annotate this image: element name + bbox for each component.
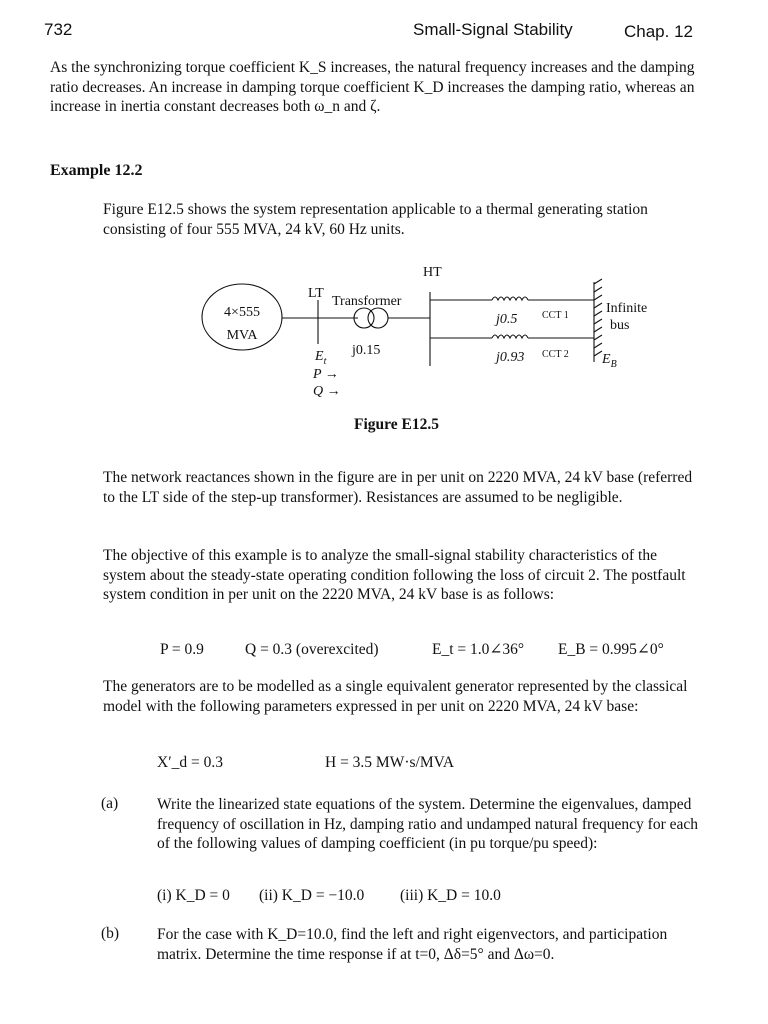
case-ii: (ii) K_D = −10.0	[259, 887, 365, 904]
cct2-inductor	[492, 335, 528, 338]
condition-p: P = 0.9	[160, 641, 204, 658]
cct1-reactance: j0.5	[496, 312, 518, 327]
cct1-inductor	[492, 297, 528, 300]
bus-voltage-label: $E_B$	[602, 352, 617, 370]
transformer-label: Transformer	[332, 294, 402, 309]
parameter-xd: X′_d = 0.3	[157, 754, 223, 771]
infinite-bus-label: Infinite	[606, 301, 648, 316]
example-intro-paragraph: Figure E12.5 shows the system representation applicable to a thermal generating station consisting of four 555 MVA, 24 kV, 60 Hz units.	[103, 201, 648, 238]
ht-label: HT	[423, 265, 442, 280]
infinite-bus-hatch	[594, 279, 602, 356]
q-arrow: Q →	[313, 384, 341, 399]
condition-q: Q = 0.3 (overexcited)	[245, 641, 379, 658]
infinite-bus-label-2: bus	[610, 318, 630, 333]
objective-paragraph: The objective of this example is to analyze the small-signal stability characteristics of the system about the steady-state operating condition following the loss of circuit 2. The postfault system condition in per unit on the 2220 MVA, 24 kV base is as follows:	[103, 547, 686, 603]
generator-rating: 4×555	[224, 305, 260, 320]
case-iii: (iii) K_D = 10.0	[400, 887, 501, 904]
transformer-winding-ht	[368, 308, 388, 328]
cct1-label: CCT 1	[542, 310, 569, 321]
case-i: (i) K_D = 0	[157, 887, 230, 904]
running-title: Small-Signal Stability	[413, 20, 573, 39]
intro-paragraph: As the synchronizing torque coefficient K_S increases, the natural frequency increases and the damping ratio decreases. An increase in damping torque coefficient K_D increases the damping ratio, whereas an increase in inertia constant decreases both ω_n and ζ.	[50, 59, 695, 115]
item-a-text: Write the linearized state equations of the system. Determine the eigenvalues, damped frequency of oscillation in Hz, damping ratio and undamped natural frequency for each of the following values of damping coefficient (in pu torque/pu speed):	[157, 796, 699, 852]
condition-eb: E_B = 0.995∠0°	[558, 641, 664, 658]
generator-paragraph: The generators are to be modelled as a single equivalent generator represented by the classical model with the following parameters expressed in per unit on 2220 MVA, 24 kV base:	[103, 678, 688, 715]
item-a-label: (a)	[101, 795, 119, 812]
transformer-reactance: j0.15	[352, 343, 381, 358]
reactance-paragraph: The network reactances shown in the figure are in per unit on 2220 MVA, 24 kV base (referred to the LT side of the step-up transformer). Resistances are assumed to be negligible.	[103, 469, 693, 506]
item-b-label: (b)	[101, 925, 120, 942]
chapter-label: Chap. 12	[624, 22, 693, 41]
figure-caption: Figure E12.5	[354, 416, 439, 433]
parameter-h: H = 3.5 MW·s/MVA	[325, 754, 455, 771]
item-b-text: For the case with K_D=10.0, find the left and right eigenvectors, and participation matrix. Determine the time response if at t=0, Δδ=5° and Δω=0.	[157, 926, 668, 963]
cct2-label: CCT 2	[542, 349, 569, 360]
page-number: 732	[44, 20, 73, 39]
terminal-voltage-label: $E_t$	[315, 349, 327, 367]
system-diagram	[196, 262, 648, 402]
condition-et: E_t = 1.0∠36°	[432, 641, 525, 658]
lt-label: LT	[308, 286, 324, 301]
p-arrow: P →	[313, 367, 339, 382]
generator-unit: MVA	[226, 328, 258, 343]
cct2-reactance: j0.93	[496, 350, 525, 365]
example-heading: Example 12.2	[50, 162, 143, 179]
